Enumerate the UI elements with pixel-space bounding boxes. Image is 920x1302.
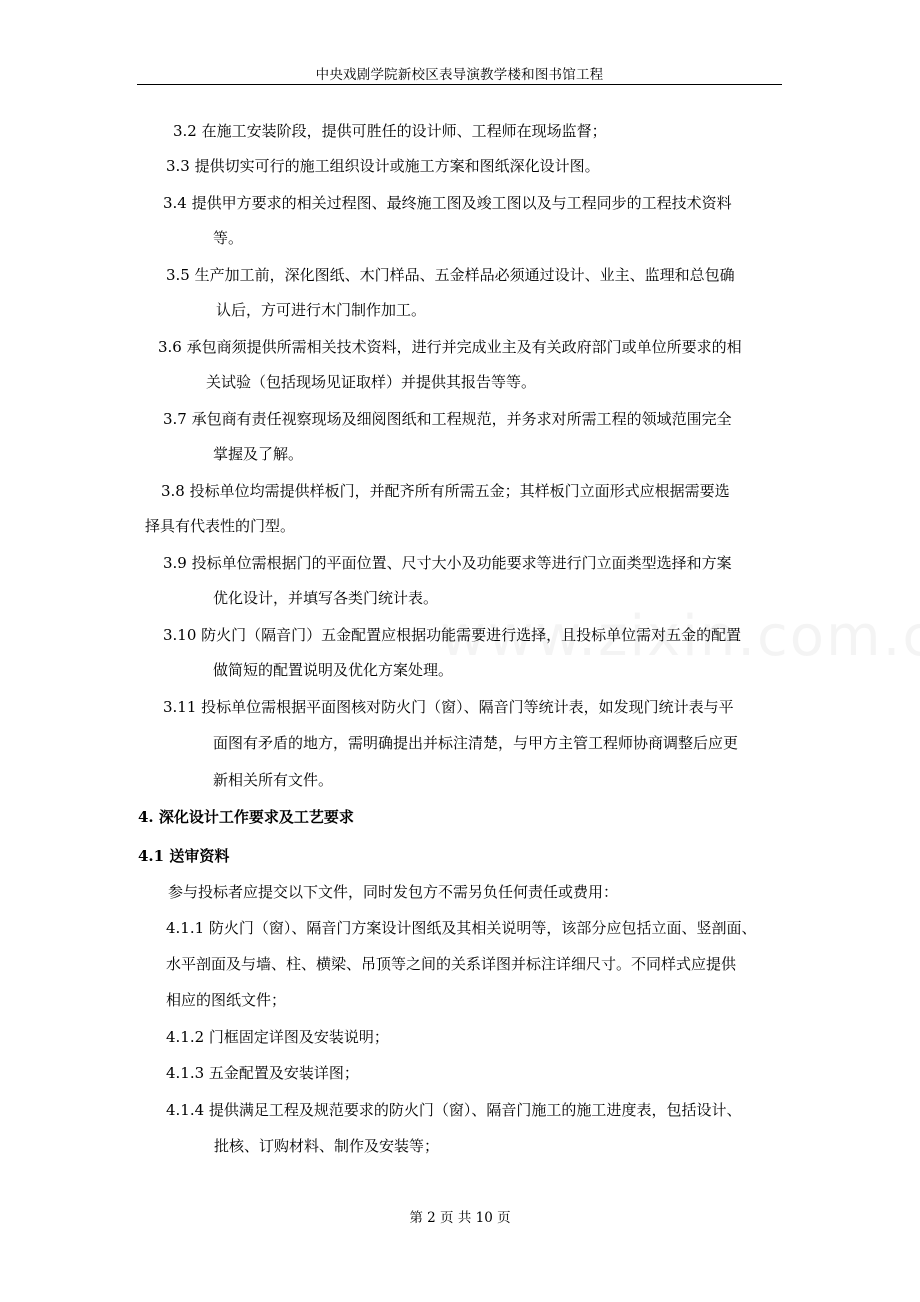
section-4-heading: 4. 深化设计工作要求及工艺要求 <box>138 808 354 826</box>
clause-3-11-cont-2: 新相关所有文件。 <box>213 771 334 789</box>
clause-4-1-1: 4.1.1 防火门（窗）、隔音门方案设计图纸及其相关说明等，该部分应包括立面、竖剖面、 <box>166 919 757 937</box>
clause-3-2: 3.2 在施工安装阶段，提供可胜任的设计师、工程师在现场监督； <box>173 122 607 140</box>
clause-3-11-cont-1: 面图有矛盾的地方，需明确提出并标注清楚，与甲方主管工程师协商调整后应更 <box>213 734 739 752</box>
clause-3-9-cont: 优化设计，并填写各类门统计表。 <box>213 589 439 607</box>
clause-4-1-3: 4.1.3 五金配置及安装详图； <box>166 1064 359 1082</box>
clause-4-1-1-cont-2: 相应的图纸文件； <box>166 991 287 1009</box>
clause-4-1-4-cont: 批核、订购材料、制作及安装等； <box>214 1137 440 1155</box>
clause-3-5: 3.5 生产加工前，深化图纸、木门样品、五金样品必须通过设计、业主、监理和总包确 <box>166 266 735 284</box>
section-4-1-heading: 4.1 送审资料 <box>138 847 230 865</box>
clause-3-7: 3.7 承包商有责任视察现场及细阅图纸和工程规范，并务求对所需工程的领域范围完全 <box>163 410 732 428</box>
clause-4-1-1-cont-1: 水平剖面及与墙、柱、横梁、吊顶等之间的关系详图并标注详细尺寸。不同样式应提供 <box>166 955 737 973</box>
clause-4-1-4: 4.1.4 提供满足工程及规范要求的防火门（窗）、隔音门施工的施工进度表，包括设计、 <box>166 1101 742 1119</box>
clause-3-8-cont: 择具有代表性的门型。 <box>145 517 296 535</box>
clause-3-10: 3.10 防火门（隔音门）五金配置应根据功能需要进行选择，且投标单位需对五金的配置 <box>163 626 742 644</box>
clause-3-6: 3.6 承包商须提供所需相关技术资料，进行并完成业主及有关政府部门或单位所要求的相 <box>158 338 742 356</box>
section-4-1-intro: 参与投标者应提交以下文件，同时发包方不需另负任何责任或费用： <box>168 883 619 901</box>
clause-4-1-2: 4.1.2 门框固定详图及安装说明； <box>166 1028 389 1046</box>
clause-3-7-cont: 掌握及了解。 <box>213 445 304 463</box>
clause-3-5-cont: 认后，方可进行木门制作加工。 <box>216 301 427 319</box>
clause-3-6-cont: 关试验（包括现场见证取样）并提供其报告等等。 <box>206 373 537 391</box>
header-title: 中央戏剧学院新校区表导演教学楼和图书馆工程 <box>315 67 604 83</box>
clause-3-9: 3.9 投标单位需根据门的平面位置、尺寸大小及功能要求等进行门立面类型选择和方案 <box>163 554 732 572</box>
clause-3-4: 3.4 提供甲方要求的相关过程图、最终施工图及竣工图以及与工程同步的工程技术资料 <box>163 194 732 212</box>
clause-3-10-cont: 做简短的配置说明及优化方案处理。 <box>213 661 454 679</box>
page-number: 第 2 页 共 10 页 <box>409 1210 511 1226</box>
clause-3-3: 3.3 提供切实可行的施工组织设计或施工方案和图纸深化设计图。 <box>166 157 600 175</box>
clause-3-8: 3.8 投标单位均需提供样板门，并配齐所有所需五金；其样板门立面形式应根据需要选 <box>161 482 730 500</box>
header-divider <box>137 84 782 85</box>
clause-3-4-cont: 等。 <box>213 229 244 247</box>
clause-3-11: 3.11 投标单位需根据平面图核对防火门（窗）、隔音门等统计表，如发现门统计表与平 <box>163 698 734 716</box>
